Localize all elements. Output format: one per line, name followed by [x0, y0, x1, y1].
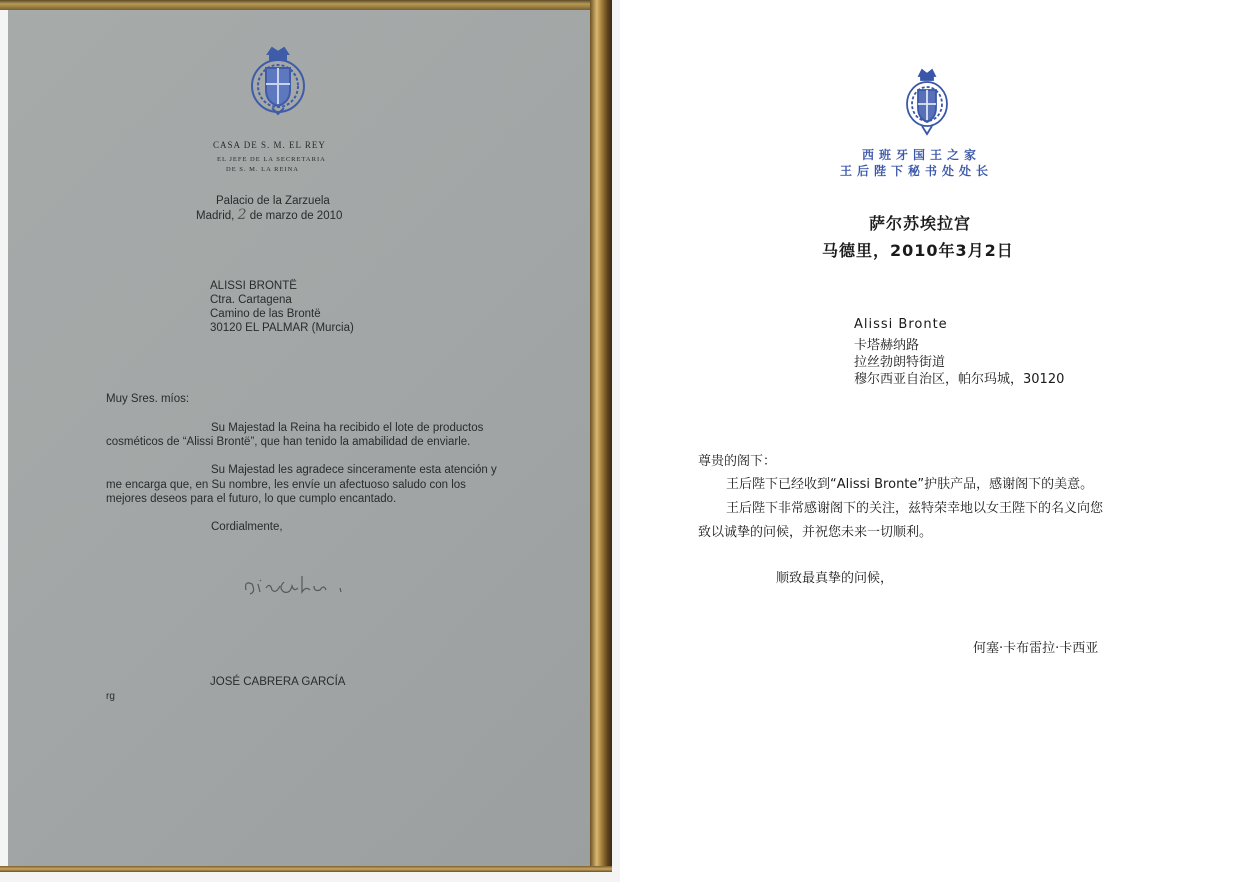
- paragraph2-line2: me encarga que, en Su nombre, les envíe un afectuoso saludo con los: [106, 479, 466, 491]
- paragraph1-line2: cosméticos de “Alissi Brontë”, que han tenido la amabilidad de enviarle.: [106, 436, 471, 448]
- framed-letter-photo: [0, 0, 620, 882]
- translation-salutation: 尊贵的阁下：: [698, 454, 777, 469]
- paragraph2-line3: mejores deseos para el futuro, lo que cumplo encantado.: [106, 493, 397, 505]
- frame-bottom-edge: [0, 866, 612, 872]
- paragraph1-line1: Su Majestad la Reina ha recibido el lote de productos: [211, 422, 484, 434]
- address-line-4: 30120 EL PALMAR (Murcia): [210, 322, 354, 334]
- closing: Cordialmente,: [211, 521, 283, 533]
- translation-signer: 何塞·卡布雷拉·卡西亚: [973, 641, 1099, 656]
- letterhead-line3: DE S. M. LA REINA: [226, 166, 299, 173]
- date-line: [196, 208, 342, 223]
- translation-paragraph1: 王后陛下已经收到“Alissi Bronte”护肤产品，感谢阁下的美意。: [726, 477, 1094, 492]
- paragraph2-line1: Su Majestad les agradece sinceramente esta atención y: [211, 464, 497, 476]
- header-line1: 西班牙国王之家: [862, 148, 982, 162]
- letterhead-line1: CASA DE S. M. EL REY: [213, 140, 326, 150]
- royal-coat-of-arms-icon: [246, 44, 310, 116]
- translation-closing: 顺致最真挚的问候，: [776, 571, 894, 586]
- date-prefix: Madrid,: [196, 210, 235, 222]
- royal-coat-of-arms-icon: [902, 68, 952, 138]
- letterhead-line2: EL JEFE DE LA SECRETARIA: [217, 156, 326, 163]
- translation-address-2: 卡塔赫纳路: [854, 338, 920, 353]
- handwritten-signature: [240, 570, 360, 600]
- address-line-3: Camino de las Brontë: [210, 308, 321, 320]
- frame-right-edge: [590, 0, 612, 870]
- salutation: Muy Sres. míos:: [106, 393, 190, 405]
- place-line: Palacio de la Zarzuela: [216, 195, 330, 207]
- date-day-handwritten: 2: [237, 207, 247, 223]
- translation-paragraph2-line2: 致以诚挚的问候，并祝您未来一切顺利。: [698, 525, 933, 540]
- translation-address-4: 穆尔西亚自治区，帕尔玛城，30120: [854, 372, 1065, 387]
- translation-address-3: 拉丝勃朗特街道: [854, 355, 946, 370]
- address-line-1: ALISSI BRONTË: [210, 280, 297, 292]
- address-line-2: Ctra. Cartagena: [210, 294, 292, 306]
- translation-paragraph2-line1: 王后陛下非常感谢阁下的关注，兹特荣幸地以女王陛下的名义向您: [726, 501, 1104, 516]
- header-line2: 王后陛下秘书处处长: [840, 164, 994, 178]
- date-suffix: de marzo de 2010: [249, 210, 343, 222]
- initials: rg: [106, 691, 115, 702]
- translation-address-1: Alissi Bronte: [854, 317, 948, 332]
- signer-name: JOSÉ CABRERA GARCÍA: [210, 676, 346, 688]
- translation-date: 马德里，2010年3月2日: [822, 241, 1014, 260]
- frame-top-edge: [0, 0, 612, 10]
- translation-place: 萨尔苏埃拉宫: [869, 214, 972, 233]
